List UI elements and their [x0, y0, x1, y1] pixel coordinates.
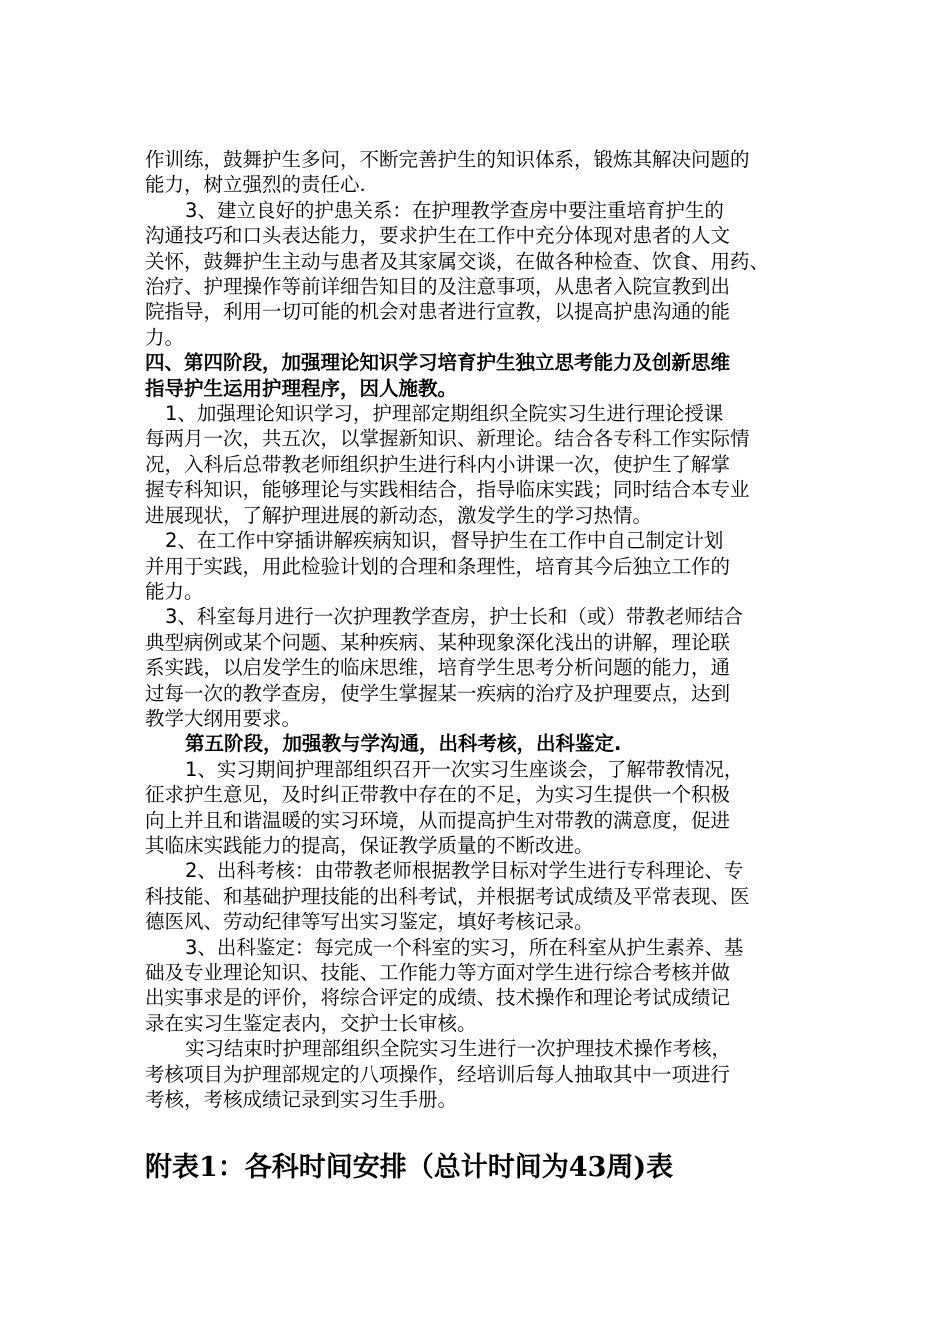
section-heading-line: 四、第四阶段，加强理论知识学习培育护生独立思考能力及创新思维: [145, 351, 731, 375]
paragraph-line: 握专科知识，能够理论与实践相结合，指导临床实践；同时结合本专业: [145, 478, 750, 502]
paragraph-line: 其临床实践能力的提高，保证教学质量的不断改进。: [145, 833, 594, 857]
paragraph-line: 征求护生意见，及时纠正带教中存在的不足，为实习生提供一个积极: [145, 783, 731, 807]
paragraph-line: 每两月一次，共五次，以掌握新知识、新理论。结合各专科工作实际情: [145, 427, 750, 451]
paragraph-line: 能力。: [145, 579, 204, 603]
paragraph-line: 向上并且和谐温暖的实习环境，从而提高护生对带教的满意度，促进: [145, 808, 731, 832]
paragraph-line: 系实践，以启发学生的临床思维，培育学生思考分析问题的能力，通: [145, 656, 731, 680]
paragraph-line: 力。: [145, 325, 185, 349]
paragraph-line: 典型病例或某个问题、某种疾病、某种现象深化浅出的讲解，理论联: [145, 630, 731, 654]
paragraph-line: 德医风、劳动纪律等写出实习鉴定，填好考核记录。: [145, 910, 594, 934]
paragraph-line: 录在实习生鉴定表内，交护士长审核。: [145, 1011, 477, 1035]
paragraph-line: 1、实习期间护理部组织召开一次实习生座谈会，了解带教情况，: [185, 757, 744, 781]
paragraph-line: 础及专业理论知识、技能、工作能力等方面对学生进行综合考核并做: [145, 961, 731, 984]
document-body: [145, 147, 817, 1112]
paragraph-line: 3、出科鉴定：每完成一个科室的实习，所在科室从护生素养、基: [185, 935, 744, 959]
section-heading-line: 第五阶段，加强教与学沟通，出科考核，出科鉴定.: [185, 732, 622, 756]
paragraph-line: 治疗、护理操作等前详细告知目的及注意事项，从患者入院宣教到出: [145, 275, 731, 299]
paragraph-line: 科技能、和基础护理技能的出科考试，并根据考试成绩及平常表现、医: [145, 884, 750, 908]
paragraph-line: 沟通技巧和口头表达能力，要求护生在工作中充分体现对患者的人文: [145, 224, 731, 248]
paragraph-line: 院指导，利用一切可能的机会对患者进行宣教，以提高护患沟通的能: [145, 300, 731, 324]
paragraph-line: 考核，考核成绩记录到实习生手册。: [145, 1088, 458, 1112]
paragraph-line: 并用于实践，用此检验计划的合理和条理性，培育其今后独立工作的: [145, 554, 731, 578]
paragraph-line: 作训练，鼓舞护生多问，不断完善护生的知识体系，锻炼其解决问题的: [145, 148, 750, 171]
paragraph-line: 关怀，鼓舞护生主动与患者及其家属交谈，在做各种检查、饮食、用药、: [145, 249, 770, 273]
appendix-title: 附表1：各科时间安排（总计时间为43周)表: [145, 1152, 674, 1183]
paragraph-line: 况，入科后总带教老师组织护生进行科内小讲课一次，使护生了解掌: [145, 452, 731, 476]
paragraph-line: 教学大纲用要求。: [145, 706, 302, 730]
paragraph-line: 3、建立良好的护患关系：在护理教学查房中要注重培育护生的: [185, 198, 724, 222]
paragraph-line: 3、科室每月进行一次护理教学查房，护士长和（或）带教老师结合: [165, 605, 743, 629]
paragraph-line: 能力，树立强烈的责任心.: [145, 173, 366, 197]
paragraph-line: 出实事求是的评价，将综合评定的成绩、技术操作和理论考试成绩记: [145, 986, 731, 1010]
paragraph-line: 2、在工作中穿插讲解疾病知识，督导护生在工作中自己制定计划: [165, 529, 724, 553]
paragraph-line: 实习结束时护理部组织全院实习生进行一次护理技术操作考核，: [185, 1037, 732, 1061]
paragraph-line: 2、出科考核：由带教老师根据教学目标对学生进行专科理论、专: [185, 859, 744, 883]
paragraph-line: 1、加强理论知识学习，护理部定期组织全院实习生进行理论授课: [165, 402, 724, 426]
section-heading-line: 指导护生运用护理程序，因人施教。: [145, 376, 458, 400]
paragraph-line: 进展现状，了解护理进展的新动态，激发学生的学习热情。: [145, 503, 653, 527]
paragraph-line: 考核项目为护理部规定的八项操作，经培训后每人抽取其中一项进行: [145, 1062, 731, 1086]
paragraph-line: 过每一次的教学查房，使学生掌握某一疾病的治疗及护理要点，达到: [145, 681, 731, 705]
